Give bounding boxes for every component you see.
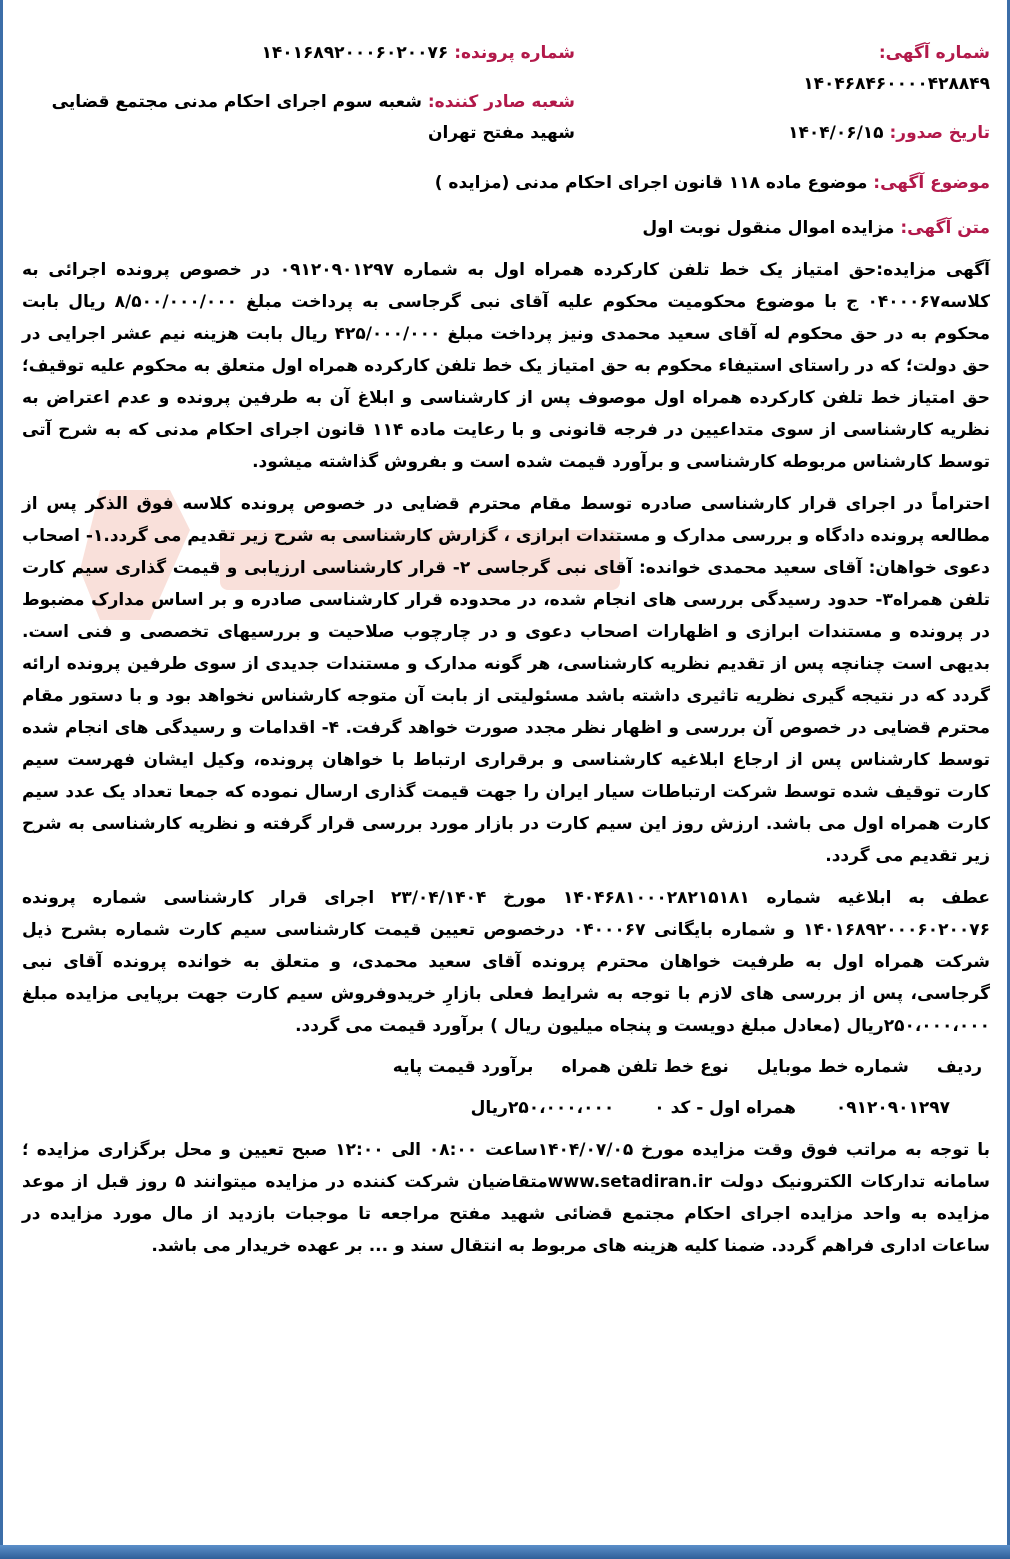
- body-title-label: متن آگهی:: [900, 218, 990, 238]
- table-cell-phone-number: ۰۹۱۲۰۹۰۱۲۹۷: [835, 1098, 950, 1118]
- body-title-value: مزایده اموال منقول نوبت اول: [642, 218, 895, 238]
- issuing-branch-row: [50, 87, 575, 149]
- header-left-column: [50, 38, 575, 167]
- issuing-branch: شعبه سوم اجرای احکام مدنی مجتمع قضایی شهید مفتح تهران: [51, 92, 575, 143]
- issue-date-label: تاریخ صدور:: [889, 123, 990, 143]
- file-number-row: [50, 38, 575, 69]
- paragraph-expert-report: احتراماً در اجرای قرار کارشناسی صادره توسط مقام محترم قضایی در خصوص پرونده کلاسه فوق الذکر پس از مطالعه پرونده دادگاه و بررسی مدارک و مستندات ابرازی ، گزارش کارشناسی به شرح زیر تقدیم می گردد.۱- اصحاب دعوی خواهان: آقای سعید محمدی خوانده: آقای نبی گرجاسی ۲- قرار کارشناسی ارزیابی و قیمت گذاری سیم کارت تلفن همراه۳- حدود رسیدگی بررسی های انجام شده، در محدوده قرار کارشناسی صادره و بر اساس مدارک مضبوط در پرونده و مستندات ابرازی و اظهارات اصحاب دعوی و در چارچوب صلاحیت و بررسیهای تخصصی و فنی است. بدیهی است چنانچه پس از تقدیم نظریه کارشناسی، هر گونه مدارک و مستندات جدیدی از سوی طرفین پرونده ارائه گردد که در نتیجه گیری نظریه تاثیری داشته باشد مسئولیتی از بابت آن متوجه کارشناس نخواهد بود و با دستور مقام محترم قضایی در خصوص آن بررسی و اظهار نظر مجدد صورت خواهد گرفت. ۴- اقدامات و رسیدگی های انجام شده توسط کارشناس پس از ارجاع ابلاغیه کارشناسی و برقراری ارتباط با خواهان پرونده، وکیل ایشان فهرست سیم کارت توقیف شده توسط شرکت ارتباطات سیار ایران را جهت قیمت گذاری ارسال نموده که جمعا تعداد یک عدد سیم کارت همراه اول می باشد. ارزش روز این سیم کارت در بازار مورد بررسی قرار گرفته و نظریه کارشناسی به شرح زیر تقدیم می گردد.: [22, 494, 991, 866]
- subject-row: [22, 168, 990, 199]
- table-cell-base-price: ۲۵۰،۰۰۰،۰۰۰ریال: [470, 1098, 615, 1118]
- ad-number-row: [690, 38, 990, 100]
- header: [22, 38, 990, 168]
- issue-date-row: [690, 118, 990, 149]
- header-right-column: [690, 38, 990, 167]
- file-number-label: شماره پرونده:: [454, 43, 575, 63]
- document-content: [22, 38, 990, 1272]
- issue-date: ۱۴۰۴/۰۶/۱۵: [788, 123, 884, 143]
- file-number: ۱۴۰۱۶۸۹۲۰۰۰۶۰۲۰۰۷۶: [261, 43, 449, 63]
- subject-label: موضوع آگهی:: [873, 173, 990, 193]
- valuation-table-row: [22, 1093, 990, 1124]
- body-title-row: [22, 213, 990, 244]
- table-cell-line-type: همراه اول - کد ۰: [654, 1098, 796, 1118]
- table-header-row-number: ردیف: [936, 1057, 982, 1077]
- valuation-table-header: [22, 1052, 990, 1083]
- paragraph-auction-notice: آگهی مزایده:حق امتیاز یک خط تلفن کارکرده همراه اول به شماره ۰۹۱۲۰۹۰۱۲۹۷ در خصوص پرونده اجرائی به کلاسه۰۴۰۰۰۶۷ ج با موضوع محکومیت محکوم علیه آقای نبی گرجاسی به پرداخت مبلغ ۸/۵۰۰/۰۰۰/۰۰۰ ریال بابت محکوم به در حق محکوم له آقای سعید محمدی ونیز پرداخت مبلغ ۴۲۵/۰۰۰/۰۰۰ ریال بابت هزینه نیم عشر اجرایی در حق دولت؛ که در راستای استیفاء محکوم به حق امتیاز یک خط تلفن کارکرده همراه اول متعلق به محکوم علیه توقیف؛حق امتیاز خط تلفن کارکرده همراه اول موصوف پس از کارشناسی و ابلاغ آن به طرفین پرونده و عدم اعتراض به نظریه کارشناسی از سوی متداعیین در فرجه قانونی و با رعایت ماده ۱۱۴ قانون اجرای احکام مدنی که به شرح آتی توسط کارشناس مربوطه کارشناسی و برآورد قیمت شده است و بفروش گذاشته میشود.: [22, 260, 991, 472]
- table-header-line-type: نوع خط تلفن همراه: [561, 1057, 729, 1077]
- ad-number-label: شماره آگهی:: [878, 43, 990, 63]
- ad-number: ۱۴۰۴۶۸۴۶۰۰۰۰۴۲۸۸۴۹: [803, 74, 990, 94]
- bottom-bar: [0, 1545, 1010, 1559]
- subject-value: موضوع ماده ۱۱۸ قانون اجرای احکام مدنی (مزایده ): [434, 173, 868, 193]
- table-header-phone-number: شماره خط موبایل: [756, 1057, 909, 1077]
- table-header-base-price: برآورد قیمت پایه: [392, 1057, 534, 1077]
- paragraph-closing: با توجه به مراتب فوق وقت مزایده مورخ ۱۴۰۴/۰۷/۰۵ساعت ۰۸:۰۰ الی ۱۲:۰۰ صبح تعیین و محل برگزاری مزایده ؛سامانه تدارکات الکترونیک دولت www.setadiran.irمتقاضیان شرکت کننده در مزایده میتوانند ۵ روز قبل از موعد مزایده به واحد مزایده اجرای احکام مجتمع قضائی شهید مفتح مراجعه تا موجبات بازدید از مال مورد مزایده در ساعات اداری فراهم گردد. ضمنا کلیه هزینه های مربوط به انتقال سند و ... بر عهده خریدار می باشد.: [22, 1140, 991, 1256]
- paragraph-valuation: عطف به ابلاغیه شماره ۱۴۰۴۶۸۱۰۰۰۲۸۲۱۵۱۸۱ مورخ ۲۳/۰۴/۱۴۰۴ اجرای قرار کارشناسی شماره پرونده ۱۴۰۱۶۸۹۲۰۰۰۶۰۲۰۰۷۶ و شماره بایگانی ۰۴۰۰۰۶۷ درخصوص تعیین قیمت کارشناسی سیم کارت شماره بشرح ذیل شرکت همراه اول به طرفیت خواهان محترم پرونده آقای سعید محمدی، و متعلق به خوانده پرونده آقای نبی گرجاسی، پس از بررسی های لازم با توجه به شرایط فعلی بازارِ خریدوفروش سیم کارت جهت برپایی مزایده مبلغ ۲۵۰،۰۰۰،۰۰۰ریال (معادل مبلغ دویست و پنجاه میلیون ریال ) برآورد قیمت می گردد.: [22, 888, 991, 1036]
- issuing-branch-label: شعبه صادر کننده:: [427, 92, 575, 112]
